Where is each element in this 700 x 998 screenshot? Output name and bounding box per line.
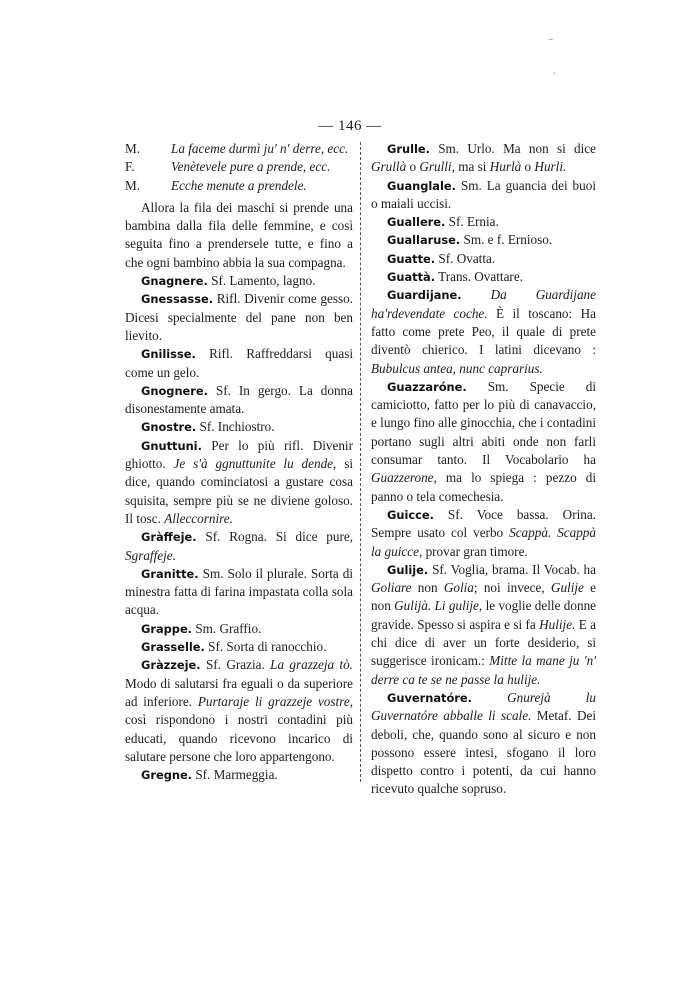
entry-definition: Sf. Sorta di ranocchio. bbox=[204, 639, 327, 655]
entry-headword: Gnessasse. bbox=[141, 292, 214, 307]
entry-headword: Gnognere. bbox=[141, 383, 208, 398]
entry-definition: o bbox=[521, 159, 535, 175]
margin-mark-top: - bbox=[548, 30, 554, 47]
entry-definition: Sf. Ernia. bbox=[445, 214, 499, 230]
entry-definition: È il toscano: Ha fatto come prete Peo, il quale di prete diventò chierico. I latini dicevano : bbox=[371, 305, 596, 358]
italic-example: Purtaraje li grazzeje vostre bbox=[197, 693, 350, 709]
entry-definition: Sf. Inchiostro. bbox=[196, 419, 275, 435]
dictionary-entry bbox=[125, 272, 353, 290]
italic-example: Gnurejà lu Guvernatóre abballe li scale. bbox=[371, 689, 596, 724]
entry-definition: E a chi dice di aver un forte desiderio, si suggerisce ironicam.: bbox=[371, 616, 596, 669]
italic-example: Hulije. bbox=[539, 616, 576, 632]
verse-text: Ecche menute a prendele. bbox=[171, 177, 307, 193]
italic-example: Da Guardijane ha'rdevendate coche. bbox=[371, 287, 597, 321]
entry-definition bbox=[472, 690, 507, 705]
italic-example: Mitte la mane ju 'n' derre ca te se ne passe la hulije. bbox=[371, 653, 596, 687]
entry-headword: Guattà. bbox=[387, 270, 436, 285]
dictionary-entry bbox=[371, 177, 596, 214]
entry-headword: Gnuttuni. bbox=[141, 438, 202, 453]
entry-headword: Guatte. bbox=[387, 251, 436, 266]
dictionary-entry bbox=[125, 418, 353, 436]
right-column bbox=[371, 140, 596, 799]
dictionary-entry bbox=[371, 213, 596, 231]
entry-headword: Gràzzeje. bbox=[141, 658, 201, 673]
entry-definition: ; noi invece, bbox=[473, 580, 551, 596]
dictionary-entry bbox=[371, 378, 596, 506]
dictionary-entry bbox=[125, 437, 353, 528]
entry-headword: Guicce. bbox=[387, 507, 434, 522]
italic-example: Gulijà. Li gulije bbox=[394, 598, 479, 614]
italic-example: Scappà. Scappà la guicce bbox=[371, 525, 596, 559]
entry-headword: Guallaruse. bbox=[387, 233, 461, 248]
entry-headword: Granitte. bbox=[141, 566, 199, 581]
entry-definition: Rifl. Divenir come gesso. Dicesi specialmente del pane non ben lievito. bbox=[125, 291, 353, 343]
verse-line bbox=[125, 177, 353, 195]
dictionary-entry bbox=[125, 620, 353, 638]
entry-headword: Grappe. bbox=[141, 621, 193, 636]
verse-speaker: M. bbox=[125, 141, 141, 156]
italic-example: Guazzerone bbox=[371, 470, 434, 486]
column-divider bbox=[360, 142, 364, 782]
entry-definition: Sf. Marmeggia. bbox=[192, 767, 278, 783]
entry-definition: Sf. Lamento, lagno. bbox=[207, 273, 316, 289]
italic-example: Sgraffeje. bbox=[125, 547, 176, 563]
entry-definition bbox=[462, 287, 491, 302]
paragraph: Allora la fila dei maschi si prende una bambina dalla fila delle femmine, e così seguita fino a prendersele tutte, e fino a che ogni bambino abbia la sua compagna. bbox=[125, 199, 353, 270]
italic-example: La grazzeja tò. bbox=[270, 657, 353, 673]
entry-definition: Sf. In gergo. La donna disonestamente amata. bbox=[125, 382, 353, 417]
dictionary-entry bbox=[125, 290, 353, 345]
entry-definition: Rifl. Raffreddarsi quasi come un gelo. bbox=[125, 346, 353, 380]
entry-headword: Guvernatóre. bbox=[387, 690, 472, 705]
entry-headword: Gnostre. bbox=[141, 420, 197, 435]
entry-headword: Gnilisse. bbox=[141, 347, 196, 362]
dictionary-entry bbox=[371, 689, 596, 799]
dictionary-entry bbox=[125, 345, 353, 382]
dictionary-entry bbox=[371, 250, 596, 268]
dictionary-entry bbox=[371, 561, 596, 689]
dictionary-entry bbox=[125, 766, 353, 784]
entry-definition: , si dice, quando cominciatosi a gustare cosa squisita, sempre più se ne diviene goloso. Il tosc. bbox=[125, 456, 353, 526]
entry-definition: e non bbox=[371, 580, 597, 614]
dictionary-entry bbox=[125, 638, 353, 656]
dictionary-entry bbox=[371, 286, 596, 377]
page-number: — 146 — bbox=[318, 118, 382, 134]
dictionary-entry bbox=[371, 140, 596, 177]
entry-definition: , le voglie delle donne gravide. Spesso si aspira e si fa bbox=[371, 598, 597, 632]
entry-definition: Sm. Solo il plurale. Sorta di minestra fatta di farina impastata colla sola acqua. bbox=[125, 565, 353, 618]
entry-headword: Guallere. bbox=[387, 215, 446, 230]
entry-headword: Guazzaróne. bbox=[387, 379, 467, 394]
entry-definition: Sf. Grazia. bbox=[200, 657, 271, 673]
entry-headword: Gràffeje. bbox=[141, 530, 197, 545]
italic-example: Goliare bbox=[371, 580, 412, 596]
verse-speaker: M. bbox=[125, 177, 141, 193]
entry-definition: o bbox=[406, 159, 420, 175]
entry-definition: Sf. Rogna. Si dice pure, bbox=[196, 529, 353, 545]
margin-mark-dot: · bbox=[552, 66, 558, 83]
verse-text: La faceme durmì ju' n' derre, ecc. bbox=[171, 141, 349, 156]
entry-headword: Gulije. bbox=[387, 562, 429, 577]
entry-headword: Guardijane. bbox=[387, 288, 462, 303]
italic-example: Je s'à ggnuttunite lu dende bbox=[173, 456, 334, 472]
entry-definition: Sf. Ovatta. bbox=[435, 250, 496, 266]
dictionary-entry bbox=[125, 565, 353, 620]
italic-example: Bubulcus antea, nunc caprarius. bbox=[371, 360, 543, 376]
entry-definition: Per lo più rifl. Divenir ghiotto. bbox=[125, 437, 353, 472]
dictionary-entry bbox=[125, 382, 353, 419]
verse-block bbox=[125, 140, 353, 195]
italic-example: Grulli bbox=[419, 159, 452, 175]
verse-speaker: F. bbox=[125, 159, 135, 175]
entry-definition: Metaf. Dei deboli, che, quando sono al sicuro e non possono essere intesi, sfogano il loro dispetto contro i potenti, da cui hanno ricevuto qualche sopruso. bbox=[371, 708, 596, 797]
entry-headword: Gregne. bbox=[141, 768, 193, 783]
left-entries bbox=[125, 272, 353, 784]
entry-definition: Trans. Ovattare. bbox=[435, 269, 523, 285]
italic-example: Hurlà bbox=[489, 159, 522, 175]
dictionary-entry bbox=[371, 231, 596, 249]
dictionary-entry bbox=[371, 506, 596, 561]
verse-text: Venètevele pure a prende, ecc. bbox=[171, 159, 331, 175]
right-entries bbox=[371, 140, 596, 799]
italic-example: Golia bbox=[443, 580, 474, 596]
entry-definition: , ma lo spiega : pezzo di panno o tela comechesia. bbox=[371, 470, 596, 504]
entry-definition: Modo di salutarsi fra eguali o da superiore ad inferiore. bbox=[125, 675, 353, 709]
verse-line bbox=[125, 140, 353, 158]
left-column bbox=[125, 140, 353, 784]
entry-headword: Gnagnere. bbox=[141, 274, 208, 289]
entry-headword: Grasselle. bbox=[141, 640, 205, 655]
entry-definition: non bbox=[411, 580, 444, 596]
dictionary-entry bbox=[125, 528, 353, 565]
entry-definition: Sm. La guancia dei buoi o maiali uccisi. bbox=[371, 177, 596, 211]
entry-definition: Sf. Voglia, brama. Il Vocab. ha bbox=[428, 561, 596, 577]
italic-example: Alleccornire. bbox=[164, 510, 233, 526]
dictionary-entry bbox=[371, 268, 596, 286]
entry-definition: , così rispondono i nostri contadini più educati, quando ricevono incarico di salutare persone che loro appartengono. bbox=[125, 693, 353, 764]
entry-definition: , ma si bbox=[451, 159, 490, 175]
dictionary-entry bbox=[125, 656, 353, 766]
italic-example: Hurli. bbox=[534, 159, 567, 175]
entry-definition: Sm. e f. Ernioso. bbox=[460, 232, 553, 248]
entry-definition: Sf. Voce bassa. Orina. Sempre usato col verbo bbox=[371, 506, 596, 541]
entry-definition: , provar gran timore. bbox=[418, 543, 528, 559]
entry-definition: Sm. Urlo. Ma non si dice bbox=[429, 141, 596, 156]
entry-definition: Sm. Graffio. bbox=[192, 620, 262, 636]
entry-headword: Grulle. bbox=[387, 142, 430, 156]
verse-line bbox=[125, 158, 353, 176]
entry-definition: Sm. Specie di camiciotto, fatto per lo più di canavaccio, e lungo fino alle ginocchia, che i contadini portano sugli altri abiti onde non farli consumar tanto. Il Vocabolario ha bbox=[371, 378, 596, 468]
italic-example: Grullà bbox=[371, 159, 407, 175]
entry-headword: Guanglale. bbox=[387, 178, 456, 193]
italic-example: Gulije bbox=[550, 580, 584, 596]
